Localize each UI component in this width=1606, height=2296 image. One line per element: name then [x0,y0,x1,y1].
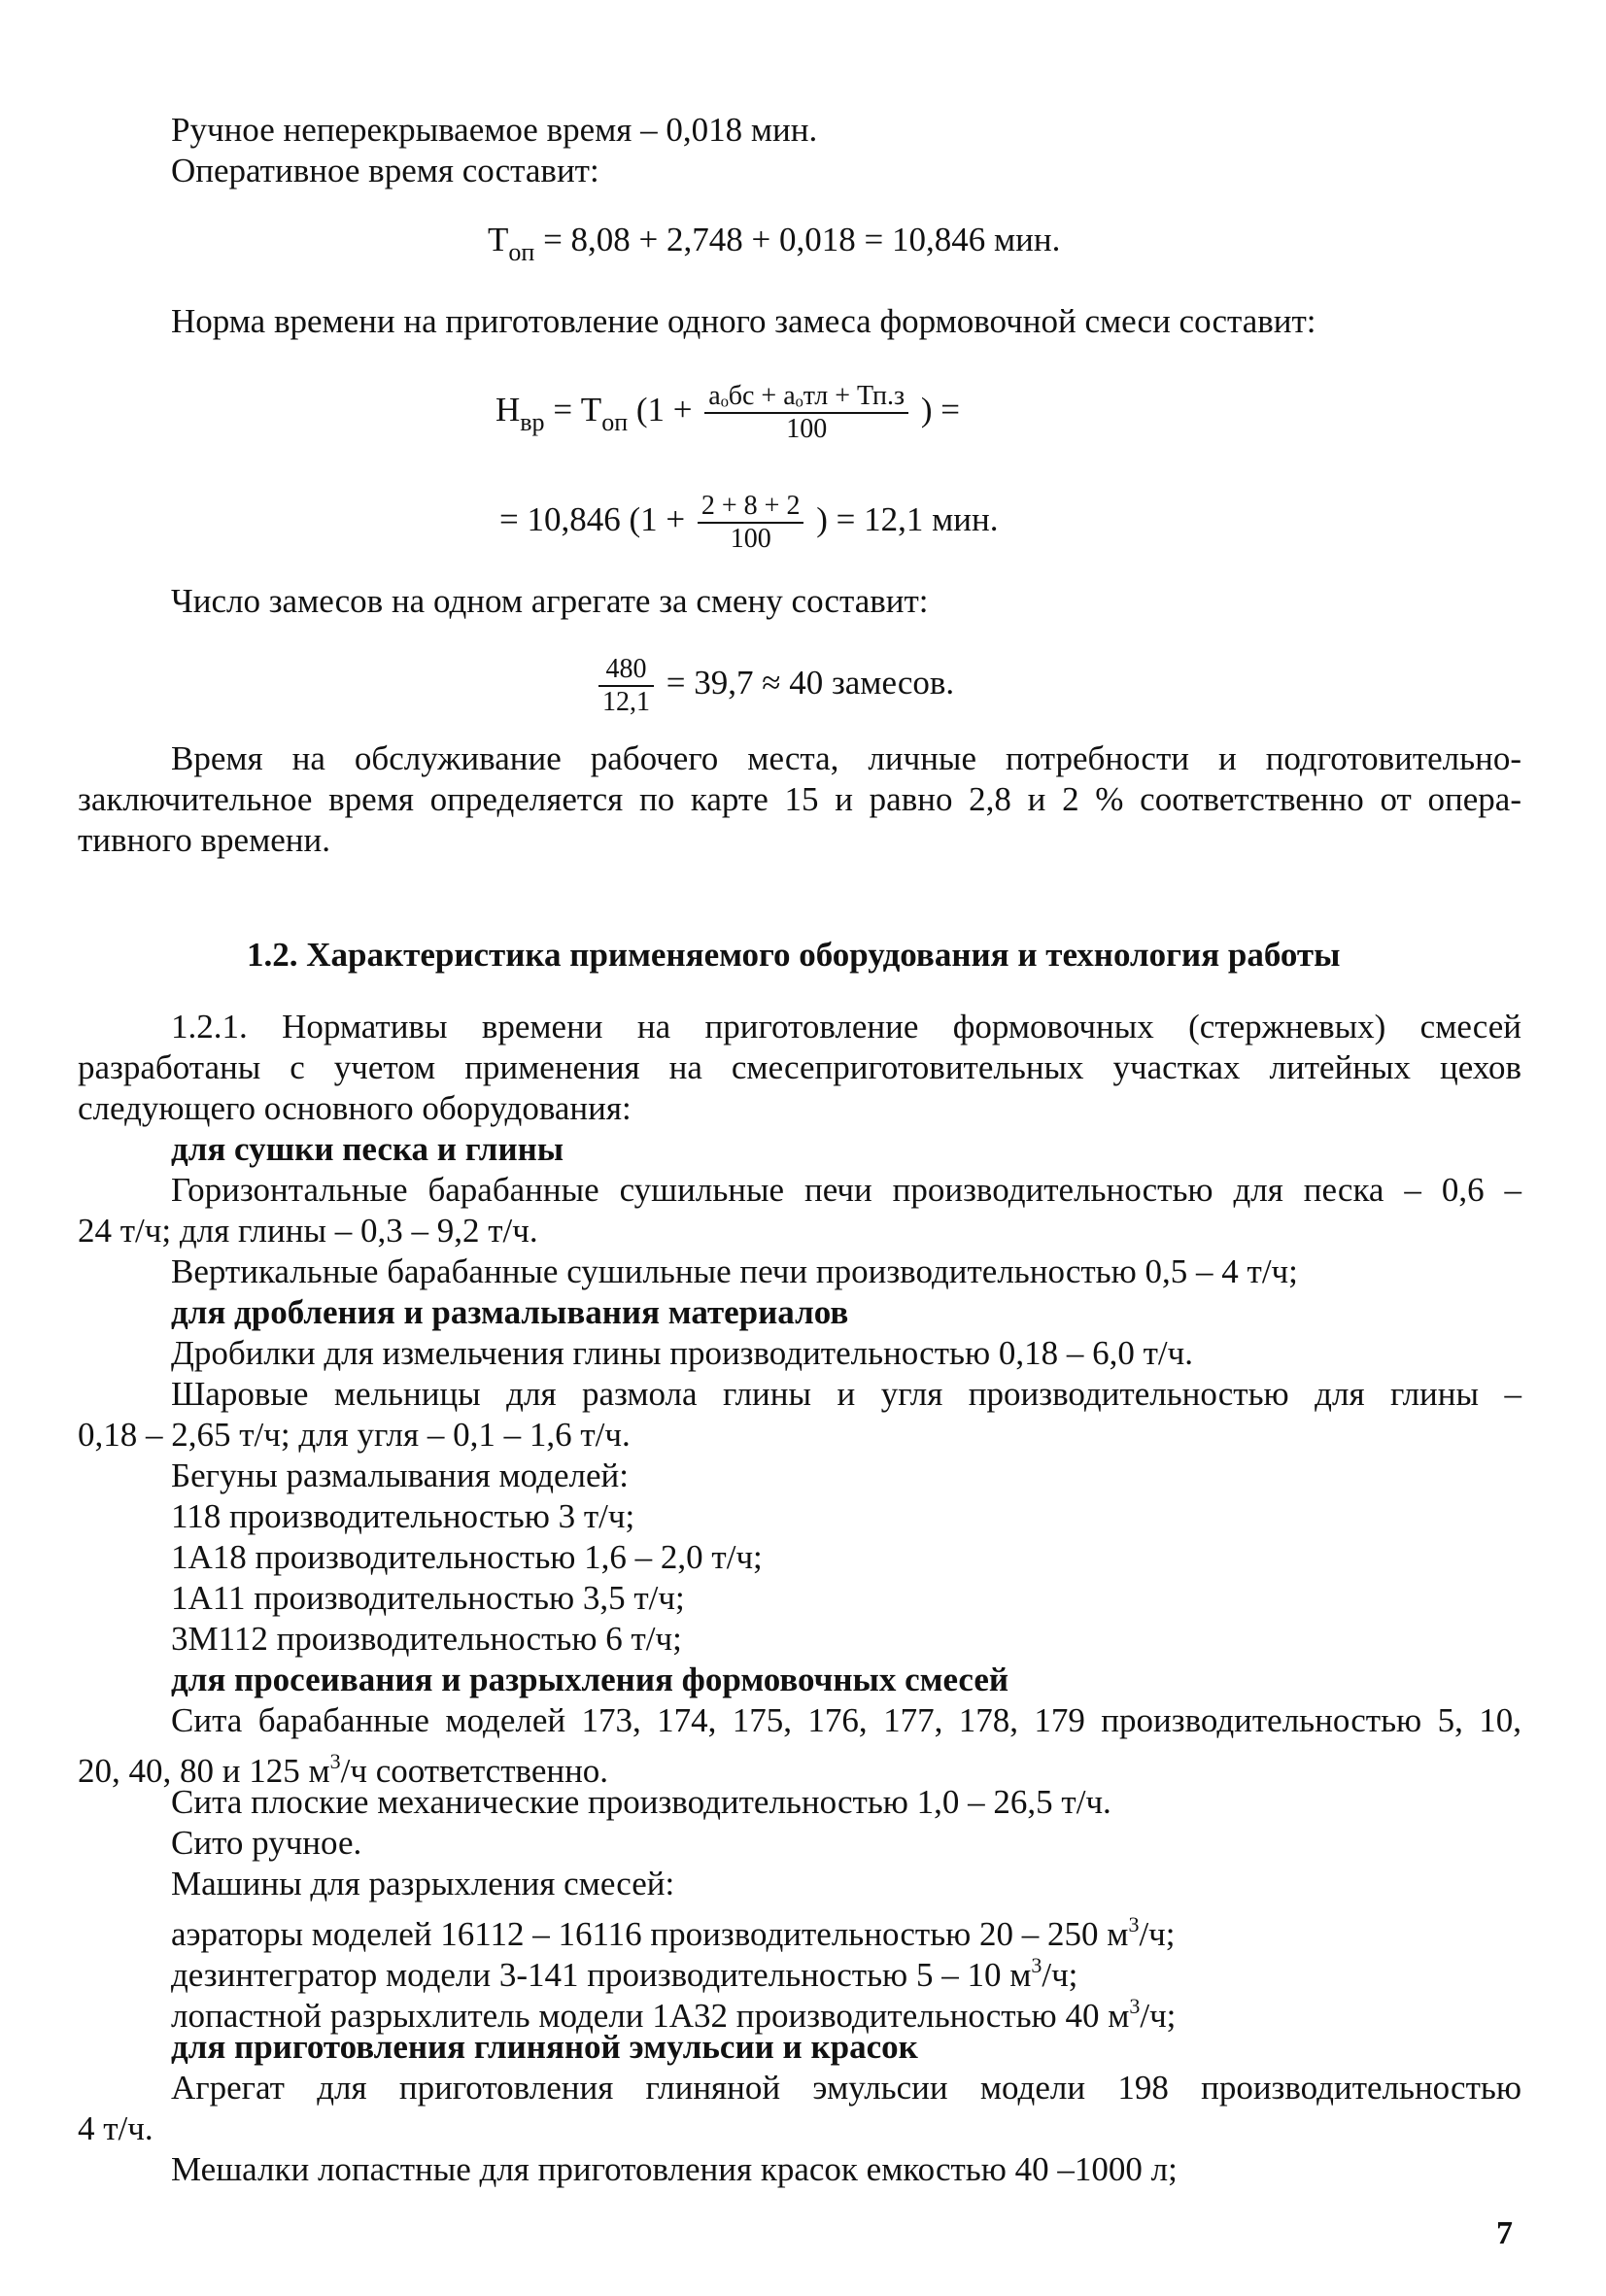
shift-intro-line: Число замесов на одном агрегате за смену составит: [171,582,929,620]
sieving-line-6a: аэраторы моделей 16112 – 16116 производительностью 20 – 250 м [171,1915,1129,1953]
sieving-line-8a: лопастной разрыхлитель модели 1А32 производительностью 40 м [171,1997,1130,2035]
shift-fraction [598,654,654,718]
crushing-line-6: 1А18 производительностью 1,6 – 2,0 т/ч; [171,1538,763,1576]
norm2-denominator: 100 [730,524,771,554]
page-number: 7 [1496,2215,1513,2251]
operative-intro-line: Оперативное время составит: [171,152,599,189]
sieving-line-2a: 20, 40, 80 и 125 м [78,1752,330,1790]
formula-rhs: = 8,08 + 2,748 + 0,018 = 10,846 мин. [543,221,1061,258]
formula-lhs-sub: оп [508,238,535,266]
drying-line-1: Горизонтальные барабанные сушильные печи производительностью для песка – 0,6 – [171,1171,1521,1209]
shift-rhs: = 39,7 ≈ 40 замесов. [666,664,955,703]
sieving-line-7b: /ч; [1042,1956,1078,1994]
group-title-drying: для сушки песка и глины [171,1130,564,1168]
sieving-line-3: Сита плоские механические производительностью 1,0 – 26,5 т/ч. [171,1783,1111,1821]
norm-formula-2 [499,491,999,555]
shift-numerator: 480 [598,654,654,687]
drying-line-2: 24 т/ч; для глины – 0,3 – 9,2 т/ч. [78,1212,538,1250]
group-title-crushing: для дробления и размалывания материалов [171,1293,849,1331]
sieving-line-1: Сита барабанные моделей 173, 174, 175, 176, 177, 178, 179 производительностью 5, 10, [171,1701,1521,1739]
crushing-line-2: Шаровые мельницы для размола глины и угля производительностью для глины – [171,1375,1521,1413]
norm-numerator: aₒбс + aₒтл + Тп.з [704,381,908,414]
norm-intro-line: Норма времени на приготовление одного замеса формовочной смеси составит: [171,302,1316,340]
norm2-numerator: 2 + 8 + 2 [698,491,804,524]
emulsion-line-3: Мешалки лопастные для приготовления красок емкостью 40 –1000 л; [171,2150,1178,2188]
norm-denominator: 100 [786,414,828,444]
norm-close: ) = [920,391,961,429]
service-paragraph-line-2: заключительное время определяется по карте 15 и равно 2,8 и 2 % соответственно от опера- [78,780,1521,818]
shift-formula [595,654,954,718]
sieving-line-4: Сито ручное. [171,1824,362,1862]
emulsion-line-1: Агрегат для приготовления глиняной эмульсии модели 198 производительностью [171,2069,1521,2107]
group-title-sieving: для просеивания и разрыхления формовочных смесей [171,1661,1009,1698]
norm-formula [495,381,960,445]
sieving-line-5: Машины для разрыхления смесей: [171,1865,675,1902]
norm-open: (1 + [635,391,693,429]
crushing-line-8: 3М112 производительностью 6 т/ч; [171,1620,682,1658]
service-paragraph-line-1: Время на обслуживание рабочего места, личные потребности и подготовительно- [171,739,1521,777]
sieving-line-6b: /ч; [1139,1915,1176,1953]
sieving-line-7-sup: 3 [1031,1953,1042,1977]
norm-lhs-sub: вр [520,408,545,437]
intro-line-2: разработаны с учетом применения на смесеприготовительных участках литейных цехов [78,1048,1521,1086]
sieving-line-8-sup: 3 [1129,1994,1141,2018]
norm-t-sub: оп [601,408,629,437]
crushing-line-7: 1А11 производительностью 3,5 т/ч; [171,1579,685,1617]
crushing-line-3: 0,18 – 2,65 т/ч; для угля – 0,1 – 1,6 т/ч. [78,1416,631,1454]
norm-fraction [704,381,908,445]
emulsion-line-2: 4 т/ч. [78,2109,154,2147]
norm2-rhs: ) = 12,1 мин. [816,500,999,539]
norm-lhs: Н [495,391,521,429]
norm2-lhs: = 10,846 (1 + [499,500,686,539]
norm-eq: = Т [553,391,602,429]
intro-line-1: 1.2.1. Нормативы времени на приготовление формовочных (стержневых) смесей [171,1008,1521,1045]
crushing-line-4: Бегуны размалывания моделей: [171,1456,629,1494]
crushing-line-1: Дробилки для измельчения глины производительностью 0,18 – 6,0 т/ч. [171,1334,1193,1372]
crushing-line-5: 118 производительностью 3 т/ч; [171,1497,635,1535]
norm2-fraction [698,491,804,555]
shift-denominator: 12,1 [602,687,650,717]
group-title-emulsion: для приготовления глиняной эмульсии и красок [171,2028,918,2066]
drying-line-3: Вертикальные барабанные сушильные печи производительностью 0,5 – 4 т/ч; [171,1252,1298,1290]
intro-line-3: следующего основного оборудования: [78,1089,632,1127]
sieving-line-2-sup: 3 [329,1749,341,1773]
sieving-line-8b: /ч; [1140,1997,1177,2035]
section-heading: 1.2. Характеристика применяемого оборудования и технология работы [247,936,1341,974]
manual-time-line: Ручное неперекрываемое время – 0,018 мин. [171,111,818,149]
sieving-line-7a: дезинтегратор модели 3-141 производительностью 5 – 10 м [171,1956,1032,1994]
service-paragraph-line-3: тивного времени. [78,821,330,859]
operative-time-formula [488,220,1060,273]
formula-lhs: Т [488,221,509,258]
sieving-line-6-sup: 3 [1128,1912,1140,1936]
sieving-line-2b: /ч соответственно. [340,1752,609,1790]
